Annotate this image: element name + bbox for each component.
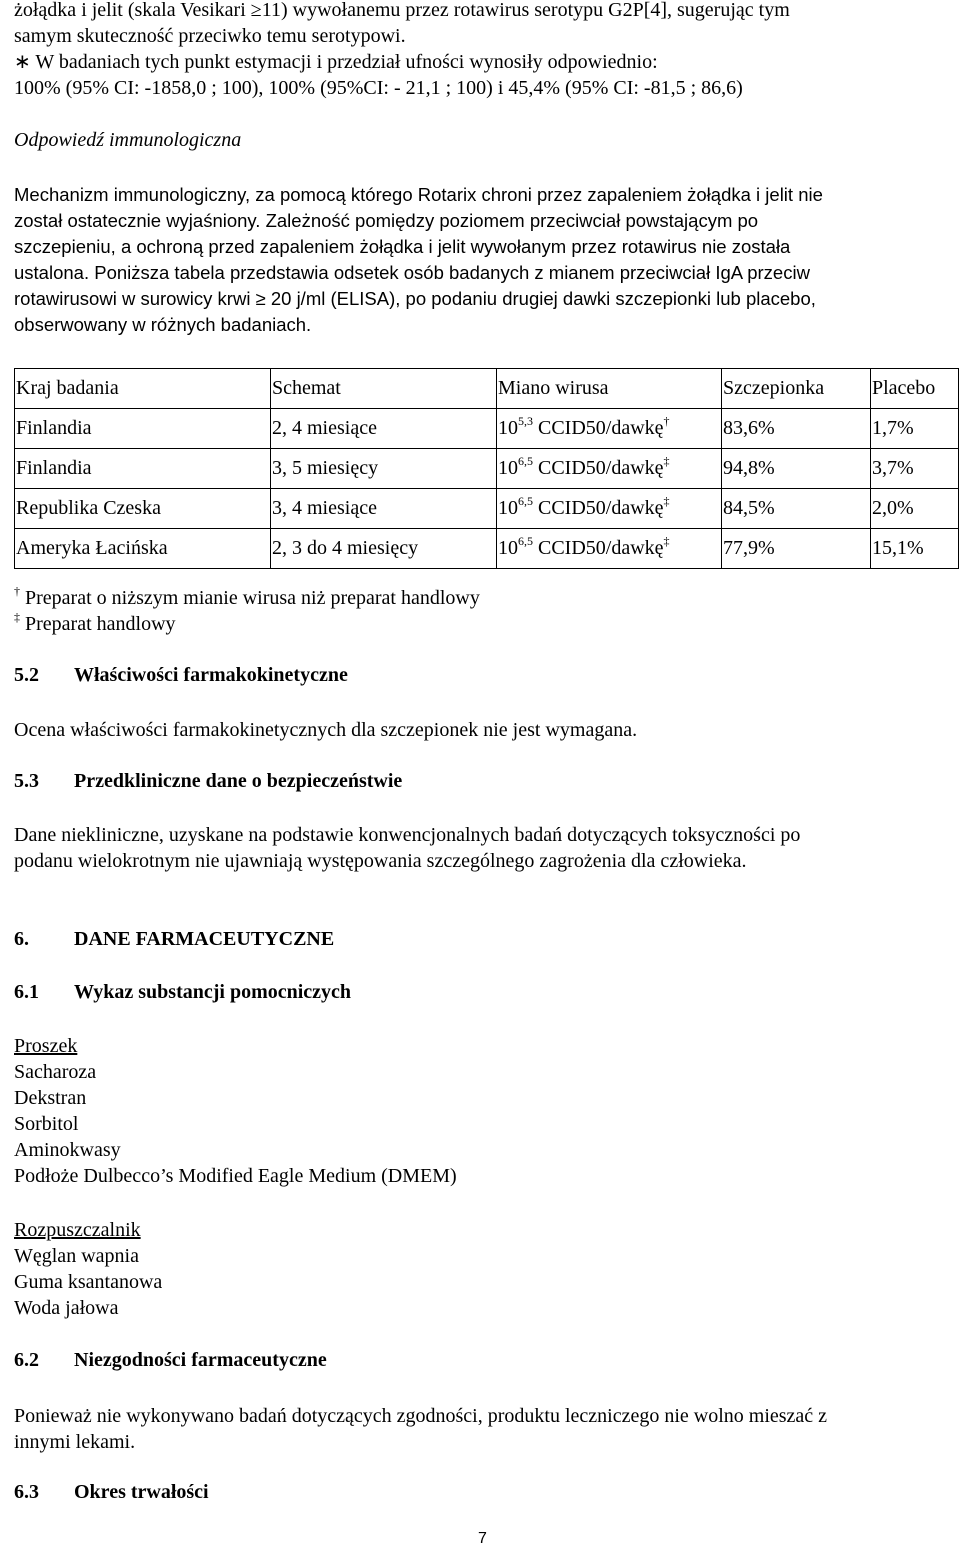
footnote-dagger bbox=[14, 585, 714, 611]
titer-base: 10 bbox=[498, 537, 518, 559]
powder-excipients bbox=[14, 1033, 614, 1189]
text-line: rotawirusowi w surowicy krwi ≥ 20 j/ml (ELISA), po podaniu drugiej dawki szczepionki lub placebo, bbox=[14, 288, 816, 309]
list-item: Sorbitol bbox=[14, 1113, 79, 1135]
double-dagger-mark: ‡ bbox=[14, 610, 20, 624]
cell-vaccine: 77,9% bbox=[722, 529, 871, 569]
section-number: 6. bbox=[14, 928, 29, 950]
titer-base: 10 bbox=[498, 417, 518, 439]
footnote-mark: ‡ bbox=[663, 494, 670, 508]
titer-unit: CCID50/dawkę bbox=[538, 537, 664, 559]
section-title: DANE FARMACEUTYCZNE bbox=[74, 928, 335, 950]
section-title: Niezgodności farmaceutyczne bbox=[74, 1349, 327, 1371]
titer-unit: CCID50/dawkę bbox=[538, 497, 664, 519]
cell-country: Finlandia bbox=[15, 409, 271, 449]
cell-titer bbox=[497, 529, 722, 569]
section-title: Okres trwałości bbox=[74, 1481, 209, 1503]
cell-placebo: 1,7% bbox=[871, 409, 959, 449]
footnote-line: 100% (95% CI: -1858,0 ; 100), 100% (95%CI: - 21,1 ; 100) i 45,4% (95% CI: -81,5 ; 86,6) bbox=[14, 77, 743, 99]
text-line: Dane niekliniczne, uzyskane na podstawie konwencjonalnych badań dotyczących toksyczności po bbox=[14, 824, 801, 846]
section-title: Wykaz substancji pomocniczych bbox=[74, 981, 352, 1003]
cell-schedule: 2, 3 do 4 miesięcy bbox=[271, 529, 497, 569]
section-number: 5.3 bbox=[14, 770, 39, 792]
footnote-mark: † bbox=[663, 414, 670, 428]
header-titer: Miano wirusa bbox=[497, 369, 722, 409]
section-number: 6.3 bbox=[14, 1481, 39, 1503]
section-number: 6.1 bbox=[14, 981, 39, 1003]
titer-base: 10 bbox=[498, 497, 518, 519]
cell-country: Ameryka Łacińska bbox=[15, 529, 271, 569]
section-6-heading bbox=[14, 928, 334, 951]
header-vaccine: Szczepionka bbox=[722, 369, 871, 409]
cell-titer bbox=[497, 449, 722, 489]
footnote-text: Preparat o niższym mianie wirusa niż preparat handlowy bbox=[25, 587, 480, 609]
cell-schedule: 3, 5 miesięcy bbox=[271, 449, 497, 489]
cell-titer bbox=[497, 489, 722, 529]
titer-exponent: 5,3 bbox=[518, 414, 533, 428]
list-item: Guma ksantanowa bbox=[14, 1271, 163, 1293]
header-schedule: Schemat bbox=[271, 369, 497, 409]
list-item: Sacharoza bbox=[14, 1061, 97, 1083]
text-line: obserwowany w różnych badaniach. bbox=[14, 314, 312, 335]
dagger-mark: † bbox=[14, 584, 20, 598]
cell-titer bbox=[497, 409, 722, 449]
cell-placebo: 2,0% bbox=[871, 489, 959, 529]
section-number: 6.2 bbox=[14, 1349, 39, 1371]
immunogenicity-table bbox=[14, 368, 959, 569]
header-placebo: Placebo bbox=[871, 369, 959, 409]
mechanism-paragraph bbox=[14, 182, 949, 338]
table-row bbox=[15, 529, 959, 569]
section-6-2-heading bbox=[14, 1349, 327, 1372]
section-6-1-heading bbox=[14, 981, 351, 1004]
cell-placebo: 15,1% bbox=[871, 529, 959, 569]
section-6-2-body bbox=[14, 1403, 949, 1455]
section-5-3-heading bbox=[14, 770, 402, 793]
header-country: Kraj badania bbox=[15, 369, 271, 409]
powder-heading: Proszek bbox=[14, 1035, 78, 1057]
section-5-2-heading bbox=[14, 664, 348, 687]
table-row bbox=[15, 489, 959, 529]
text-line: podanu wielokrotnym nie ujawniają występowania szczególnego zagrożenia dla człowieka. bbox=[14, 850, 747, 872]
section-5-2-body: Ocena właściwości farmakokinetycznych dla szczepionek nie jest wymagana. bbox=[14, 719, 638, 741]
table-row bbox=[15, 409, 959, 449]
text-line: innymi lekami. bbox=[14, 1431, 136, 1453]
section-title: Przedkliniczne dane o bezpieczeństwie bbox=[74, 770, 403, 792]
text-line: szczepieniu, a ochroną przed zapaleniem żołądka i jelit wywołanym przez rotawirus nie została bbox=[14, 236, 791, 257]
text-line: ustalona. Poniższa tabela przedstawia odsetek osób badanych z mianem przeciwciał IgA przeciw bbox=[14, 262, 810, 283]
titer-unit: CCID50/dawkę bbox=[538, 457, 664, 479]
section-number: 5.2 bbox=[14, 664, 39, 686]
text-line: żołądka i jelit (skala Vesikari ≥11) wywołanemu przez rotawirus serotypu G2P[4], sugerując tym bbox=[14, 0, 790, 21]
list-item: Podłoże Dulbecco’s Modified Eagle Medium (DMEM) bbox=[14, 1165, 457, 1187]
cell-schedule: 2, 4 miesiące bbox=[271, 409, 497, 449]
footnote-double-dagger bbox=[14, 611, 714, 637]
text-line: Ponieważ nie wykonywano badań dotyczących zgodności, produktu leczniczego nie wolno mieszać z bbox=[14, 1405, 828, 1427]
solvent-excipients bbox=[14, 1217, 614, 1321]
titer-exponent: 6,5 bbox=[518, 494, 533, 508]
cell-country: Finlandia bbox=[15, 449, 271, 489]
text-line: został ostatecznie wyjaśniony. Zależność pomiędzy poziomem przeciwciał powstającym po bbox=[14, 210, 759, 231]
titer-unit: CCID50/dawkę bbox=[538, 417, 664, 439]
titer-exponent: 6,5 bbox=[518, 534, 533, 548]
solvent-heading: Rozpuszczalnik bbox=[14, 1219, 141, 1241]
efficacy-continuation bbox=[14, 0, 954, 101]
footnote-mark: ‡ bbox=[663, 534, 670, 548]
list-item: Aminokwasy bbox=[14, 1139, 121, 1161]
titer-base: 10 bbox=[498, 457, 518, 479]
cell-vaccine: 94,8% bbox=[722, 449, 871, 489]
footnote-text: Preparat handlowy bbox=[25, 613, 176, 635]
section-5-3-body bbox=[14, 822, 949, 874]
footnote-mark: ‡ bbox=[663, 454, 670, 468]
text-line: Mechanizm immunologiczny, za pomocą którego Rotarix chroni przez zapaleniem żołądka i jelit nie bbox=[14, 184, 823, 205]
section-6-3-heading bbox=[14, 1481, 209, 1504]
immuno-heading: Odpowiedź immunologiczna bbox=[14, 129, 242, 151]
list-item: Węglan wapnia bbox=[14, 1245, 139, 1267]
list-item: Woda jałowa bbox=[14, 1297, 119, 1319]
cell-country: Republika Czeska bbox=[15, 489, 271, 529]
page-number: 7 bbox=[478, 1530, 487, 1547]
table-footnotes bbox=[14, 585, 714, 637]
cell-placebo: 3,7% bbox=[871, 449, 959, 489]
cell-schedule: 3, 4 miesiące bbox=[271, 489, 497, 529]
table-row bbox=[15, 449, 959, 489]
section-title: Właściwości farmakokinetyczne bbox=[74, 664, 348, 686]
table-header-row bbox=[15, 369, 959, 409]
cell-vaccine: 84,5% bbox=[722, 489, 871, 529]
cell-vaccine: 83,6% bbox=[722, 409, 871, 449]
list-item: Dekstran bbox=[14, 1087, 87, 1109]
titer-exponent: 6,5 bbox=[518, 454, 533, 468]
footnote-line: ∗ W badaniach tych punkt estymacji i przedział ufności wynosiły odpowiednio: bbox=[14, 51, 658, 73]
text-line: samym skuteczność przeciwko temu serotypowi. bbox=[14, 25, 406, 47]
